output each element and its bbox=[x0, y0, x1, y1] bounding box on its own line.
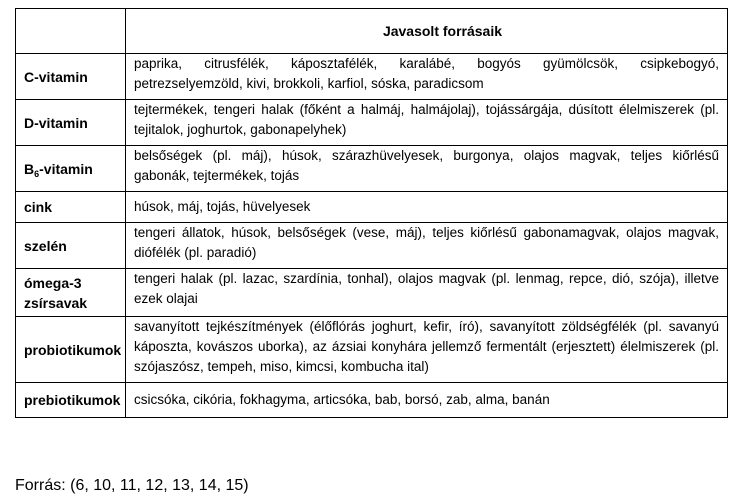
nutrient-name: C-vitamin bbox=[16, 54, 126, 100]
table-row bbox=[16, 223, 728, 269]
table-row bbox=[16, 54, 728, 100]
nutrient-sources-table bbox=[15, 8, 728, 418]
table-header-row bbox=[16, 9, 728, 54]
table-row bbox=[16, 146, 728, 192]
nutrient-sources: csicsóka, cikória, fokhagyma, articsóka, bab, borsó, zab, alma, banán bbox=[126, 383, 728, 418]
nutrient-name: cink bbox=[16, 192, 126, 223]
nutrient-name: probiotikumok bbox=[16, 317, 126, 383]
header-sources: Javasolt forrásaik bbox=[126, 9, 728, 54]
nutrient-sources: húsok, máj, tojás, hüvelyesek bbox=[126, 192, 728, 223]
nutrient-sources: tengeri halak (pl. lazac, szardínia, tonhal), olajos magvak (pl. lenmag, repce, dió, szója), illetve ezek olajai bbox=[126, 269, 728, 317]
table-row bbox=[16, 100, 728, 146]
nutrient-sources: belsőségek (pl. máj), húsok, szárazhüvelyesek, burgonya, olajos magvak, teljes kiőrlésű gabonák, tejtermékek, tojás bbox=[126, 146, 728, 192]
header-nutrient bbox=[16, 9, 126, 54]
source-citation: Forrás: (6, 10, 11, 12, 13, 14, 15) bbox=[15, 477, 249, 494]
table-row bbox=[16, 317, 728, 383]
table-row bbox=[16, 192, 728, 223]
nutrient-name: ómega-3 zsírsavak bbox=[16, 269, 126, 317]
nutrient-name: prebiotikumok bbox=[16, 383, 126, 418]
nutrient-name: szelén bbox=[16, 223, 126, 269]
table-row bbox=[16, 269, 728, 317]
nutrient-sources: paprika, citrusfélék, káposztafélék, karalábé, bogyós gyümölcsök, csipkebogyó, petrezselyemzöld, kivi, brokkoli, karfiol, sóska, paradicsom bbox=[126, 54, 728, 100]
nutrient-name: $B_6$-vitamin bbox=[16, 146, 126, 192]
nutrient-name: D-vitamin bbox=[16, 100, 126, 146]
nutrient-sources: tengeri állatok, húsok, belsőségek (vese, máj), teljes kiőrlésű gabonamagvak, olajos magvak, diófélék (pl. paradió) bbox=[126, 223, 728, 269]
nutrient-sources: tejtermékek, tengeri halak (főként a halmáj, halmájolaj), tojássárgája, dúsított élelmiszerek (pl. tejitalok, joghurtok, gabonapelyhek) bbox=[126, 100, 728, 146]
nutrient-sources: savanyított tejkészítmények (élőflórás joghurt, kefir, író), savanyított zöldségfélék (pl. savanyú káposzta, kovászos uborka), az ázsiai konyhára jellemző fermentált (erjesztett) élelmiszerek (pl. szójaszósz, tempeh, miso, kimcsi, kombucha ital) bbox=[126, 317, 728, 383]
table-row bbox=[16, 383, 728, 418]
